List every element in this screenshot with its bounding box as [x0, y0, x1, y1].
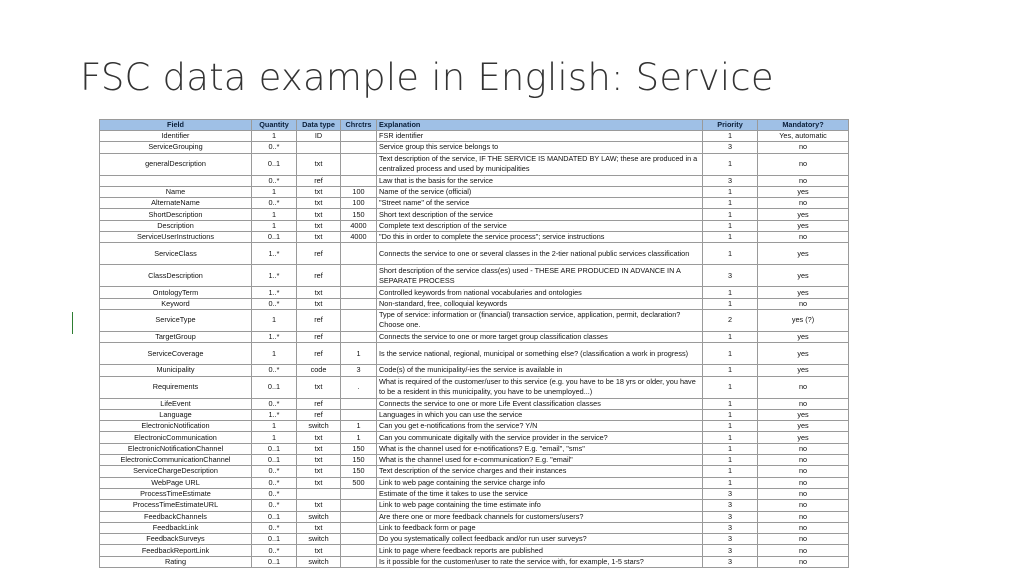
cell-mandatory: no [758, 198, 849, 209]
cell-data-type: txt [297, 186, 341, 197]
cell-field: FeedbackSurveys [100, 534, 252, 545]
cell-data-type: txt [297, 477, 341, 488]
cell-mandatory: yes [758, 287, 849, 298]
cell-explanation: Are there one or more feedback channels for customers/users? [377, 511, 703, 522]
cell-field: ServiceChargeDescription [100, 466, 252, 477]
cell-quantity: 1 [252, 209, 297, 220]
table-row [100, 466, 849, 477]
cell-data-type [297, 142, 341, 153]
cell-quantity: 0..1 [252, 511, 297, 522]
cell-data-type: txt [297, 545, 341, 556]
cell-priority: 2 [703, 309, 758, 331]
cell-quantity: 0..* [252, 398, 297, 409]
cell-explanation: Controlled keywords from national vocabularies and ontologies [377, 287, 703, 298]
cell-explanation: What is the channel used for e-notifications? E.g. "email", "sms" [377, 443, 703, 454]
cell-field: ProcessTimeEstimate [100, 488, 252, 499]
table-row [100, 343, 849, 365]
cell-mandatory: no [758, 556, 849, 567]
cell-field: Keyword [100, 298, 252, 309]
table-row [100, 534, 849, 545]
table-row [100, 443, 849, 454]
cell-chrctrs: 100 [341, 198, 377, 209]
cell-chrctrs [341, 511, 377, 522]
column-header-explanation: Explanation [377, 120, 703, 131]
cell-priority: 1 [703, 376, 758, 398]
cell-explanation: Languages in which you can use the service [377, 409, 703, 420]
table-row [100, 398, 849, 409]
column-header-priority: Priority [703, 120, 758, 131]
cell-mandatory: no [758, 488, 849, 499]
cell-data-type: txt [297, 432, 341, 443]
cell-data-type: txt [297, 153, 341, 175]
cell-data-type: txt [297, 232, 341, 243]
cell-quantity: 0..1 [252, 153, 297, 175]
cell-priority: 1 [703, 409, 758, 420]
cell-data-type: ref [297, 265, 341, 287]
cell-quantity: 1..* [252, 243, 297, 265]
cell-quantity: 0..* [252, 365, 297, 376]
cell-mandatory: yes [758, 432, 849, 443]
cell-explanation: FSR identifier [377, 131, 703, 142]
cell-explanation: Do you systematically collect feedback and/or run user surveys? [377, 534, 703, 545]
cell-mandatory: yes [758, 331, 849, 342]
table-row [100, 522, 849, 533]
cell-data-type: ref [297, 343, 341, 365]
cell-priority: 3 [703, 500, 758, 511]
cell-priority: 3 [703, 522, 758, 533]
cell-field: generalDescription [100, 153, 252, 175]
cell-priority: 1 [703, 298, 758, 309]
table-row [100, 153, 849, 175]
table-row [100, 511, 849, 522]
table-row [100, 488, 849, 499]
cell-priority: 1 [703, 443, 758, 454]
cell-quantity: 0..* [252, 488, 297, 499]
cell-mandatory: no [758, 443, 849, 454]
service-fields-table [99, 119, 849, 568]
cell-mandatory: no [758, 175, 849, 186]
table-row [100, 186, 849, 197]
cell-mandatory: yes [758, 243, 849, 265]
cell-field: AlternateName [100, 198, 252, 209]
cell-chrctrs [341, 534, 377, 545]
cell-field: Identifier [100, 131, 252, 142]
cell-chrctrs: 150 [341, 466, 377, 477]
cell-field [100, 175, 252, 186]
cell-data-type: switch [297, 556, 341, 567]
cell-field: Requirements [100, 376, 252, 398]
cell-quantity: 1 [252, 432, 297, 443]
cell-explanation: Type of service: information or (financial) transaction service, application, permit, declaration? Choose one. [377, 309, 703, 331]
table-row [100, 131, 849, 142]
cell-quantity: 1..* [252, 409, 297, 420]
table-row [100, 556, 849, 567]
table-header-row [100, 120, 849, 131]
cell-priority: 1 [703, 343, 758, 365]
table-row [100, 298, 849, 309]
cell-quantity: 1 [252, 131, 297, 142]
cell-chrctrs: 1 [341, 421, 377, 432]
cell-mandatory: no [758, 477, 849, 488]
cell-quantity: 0..1 [252, 376, 297, 398]
cell-chrctrs: 4000 [341, 220, 377, 231]
cell-chrctrs [341, 287, 377, 298]
cell-field: Municipality [100, 365, 252, 376]
table-row [100, 220, 849, 231]
cell-chrctrs: 500 [341, 477, 377, 488]
cell-chrctrs [341, 131, 377, 142]
table-row [100, 287, 849, 298]
cell-field: ServiceType [100, 309, 252, 331]
cell-data-type: ref [297, 309, 341, 331]
cell-quantity: 0..1 [252, 455, 297, 466]
cell-quantity: 1 [252, 186, 297, 197]
cell-mandatory: no [758, 298, 849, 309]
table-row [100, 455, 849, 466]
cell-quantity: 1 [252, 421, 297, 432]
cell-data-type: txt [297, 298, 341, 309]
cell-mandatory: yes [758, 265, 849, 287]
cell-chrctrs [341, 153, 377, 175]
selection-edge-marker [72, 312, 73, 334]
cell-explanation: Is it possible for the customer/user to rate the service with, for example, 1-5 stars? [377, 556, 703, 567]
cell-priority: 1 [703, 365, 758, 376]
cell-quantity: 0..1 [252, 232, 297, 243]
cell-field: WebPage URL [100, 477, 252, 488]
slide-title: FSC data example in English: Service [80, 56, 774, 99]
cell-explanation: Short description of the service class(es) used - THESE ARE PRODUCED IN ADVANCE IN A SEPARATE PROCESS [377, 265, 703, 287]
cell-mandatory: no [758, 545, 849, 556]
column-header-mandatory: Mandatory? [758, 120, 849, 131]
table-row [100, 421, 849, 432]
cell-field: ServiceClass [100, 243, 252, 265]
cell-quantity: 0..1 [252, 534, 297, 545]
cell-priority: 1 [703, 331, 758, 342]
cell-chrctrs [341, 243, 377, 265]
column-header-field: Field [100, 120, 252, 131]
cell-chrctrs [341, 488, 377, 499]
table-row [100, 409, 849, 420]
cell-data-type: ref [297, 331, 341, 342]
table-row [100, 142, 849, 153]
cell-priority: 1 [703, 131, 758, 142]
cell-chrctrs [341, 298, 377, 309]
cell-quantity: 0..1 [252, 443, 297, 454]
cell-data-type: txt [297, 209, 341, 220]
cell-explanation: Link to feedback form or page [377, 522, 703, 533]
cell-priority: 1 [703, 186, 758, 197]
cell-priority: 1 [703, 209, 758, 220]
column-header-data-type: Data type [297, 120, 341, 131]
cell-data-type: ref [297, 409, 341, 420]
cell-data-type: txt [297, 455, 341, 466]
cell-data-type: ref [297, 243, 341, 265]
table-row [100, 243, 849, 265]
cell-field: Rating [100, 556, 252, 567]
cell-mandatory: yes [758, 421, 849, 432]
cell-chrctrs [341, 500, 377, 511]
cell-data-type: txt [297, 443, 341, 454]
cell-data-type: ref [297, 175, 341, 186]
cell-explanation: Short text description of the service [377, 209, 703, 220]
cell-quantity: 0..1 [252, 556, 297, 567]
cell-explanation: "Do this in order to complete the service process"; service instructions [377, 232, 703, 243]
cell-field: FeedbackChannels [100, 511, 252, 522]
cell-mandatory: no [758, 466, 849, 477]
cell-chrctrs: 4000 [341, 232, 377, 243]
cell-explanation: Name of the service (official) [377, 186, 703, 197]
cell-chrctrs: 100 [341, 186, 377, 197]
cell-data-type: ID [297, 131, 341, 142]
cell-explanation: "Street name" of the service [377, 198, 703, 209]
cell-field: ShortDescription [100, 209, 252, 220]
cell-chrctrs [341, 556, 377, 567]
cell-mandatory: yes [758, 220, 849, 231]
cell-priority: 1 [703, 398, 758, 409]
cell-data-type: switch [297, 511, 341, 522]
cell-priority: 3 [703, 265, 758, 287]
cell-chrctrs [341, 309, 377, 331]
cell-chrctrs [341, 522, 377, 533]
cell-field: TargetGroup [100, 331, 252, 342]
cell-chrctrs: . [341, 376, 377, 398]
cell-quantity: 0..* [252, 477, 297, 488]
cell-mandatory: Yes, automatic [758, 131, 849, 142]
cell-chrctrs: 150 [341, 455, 377, 466]
table-row [100, 432, 849, 443]
table-row [100, 232, 849, 243]
cell-mandatory: no [758, 534, 849, 545]
cell-chrctrs [341, 545, 377, 556]
cell-data-type: txt [297, 220, 341, 231]
cell-quantity: 0..* [252, 466, 297, 477]
cell-quantity: 1 [252, 343, 297, 365]
cell-explanation: Complete text description of the service [377, 220, 703, 231]
cell-quantity: 1..* [252, 265, 297, 287]
table-row [100, 365, 849, 376]
cell-explanation: What is required of the customer/user to this service (e.g. you have to be 18 yrs or older, you have to be a resident in this municipality, you have to be unemployed...) [377, 376, 703, 398]
cell-mandatory: no [758, 376, 849, 398]
cell-chrctrs [341, 398, 377, 409]
cell-field: FeedbackLink [100, 522, 252, 533]
cell-priority: 1 [703, 243, 758, 265]
cell-mandatory: no [758, 522, 849, 533]
table-row [100, 331, 849, 342]
cell-quantity: 0..* [252, 198, 297, 209]
cell-quantity: 1..* [252, 287, 297, 298]
cell-data-type: switch [297, 534, 341, 545]
cell-explanation: Non-standard, free, colloquial keywords [377, 298, 703, 309]
cell-quantity: 0..* [252, 298, 297, 309]
cell-data-type: code [297, 365, 341, 376]
cell-data-type: ref [297, 398, 341, 409]
cell-quantity: 1 [252, 309, 297, 331]
column-header-quantity: Quantity [252, 120, 297, 131]
cell-data-type: txt [297, 287, 341, 298]
table-row [100, 265, 849, 287]
cell-explanation: Connects the service to one or several classes in the 2-tier national public services classification [377, 243, 703, 265]
cell-explanation: Law that is the basis for the service [377, 175, 703, 186]
cell-mandatory: yes [758, 365, 849, 376]
cell-priority: 3 [703, 511, 758, 522]
cell-explanation: Link to page where feedback reports are published [377, 545, 703, 556]
cell-data-type: txt [297, 376, 341, 398]
cell-data-type: switch [297, 421, 341, 432]
cell-explanation: Text description of the service, IF THE SERVICE IS MANDATED BY LAW; these are produced in a centralized process and used by municipalities [377, 153, 703, 175]
cell-explanation: Link to web page containing the service charge info [377, 477, 703, 488]
cell-data-type: txt [297, 522, 341, 533]
table-row [100, 175, 849, 186]
cell-explanation: Is the service national, regional, municipal or something else? (classification a work in progress) [377, 343, 703, 365]
cell-chrctrs [341, 409, 377, 420]
cell-field: LifeEvent [100, 398, 252, 409]
cell-priority: 1 [703, 477, 758, 488]
cell-mandatory: no [758, 511, 849, 522]
cell-quantity: 0..* [252, 545, 297, 556]
cell-quantity: 1..* [252, 331, 297, 342]
cell-mandatory: no [758, 232, 849, 243]
cell-priority: 3 [703, 556, 758, 567]
cell-explanation: Connects the service to one or more Life Event classification classes [377, 398, 703, 409]
cell-quantity: 0..* [252, 142, 297, 153]
cell-mandatory: no [758, 500, 849, 511]
cell-chrctrs [341, 331, 377, 342]
cell-quantity: 1 [252, 220, 297, 231]
cell-priority: 1 [703, 287, 758, 298]
cell-explanation: Text description of the service charges and their instances [377, 466, 703, 477]
cell-explanation: Estimate of the time it takes to use the service [377, 488, 703, 499]
cell-mandatory: yes [758, 186, 849, 197]
table-row [100, 500, 849, 511]
cell-field: ElectronicCommunicationChannel [100, 455, 252, 466]
cell-priority: 1 [703, 198, 758, 209]
table-row [100, 198, 849, 209]
table-row [100, 376, 849, 398]
cell-field: ServiceGrouping [100, 142, 252, 153]
cell-priority: 3 [703, 545, 758, 556]
cell-data-type: txt [297, 466, 341, 477]
cell-field: FeedbackReportLink [100, 545, 252, 556]
cell-mandatory: no [758, 455, 849, 466]
cell-quantity: 0..* [252, 500, 297, 511]
cell-priority: 1 [703, 432, 758, 443]
cell-priority: 1 [703, 455, 758, 466]
cell-mandatory: yes [758, 409, 849, 420]
cell-mandatory: no [758, 153, 849, 175]
cell-explanation: What is the channel used for e-communication? E.g. "email" [377, 455, 703, 466]
cell-chrctrs: 1 [341, 343, 377, 365]
table-body [100, 131, 849, 568]
cell-field: ElectronicNotificationChannel [100, 443, 252, 454]
cell-mandatory: yes [758, 343, 849, 365]
cell-mandatory: no [758, 142, 849, 153]
cell-field: ServiceUserInstructions [100, 232, 252, 243]
cell-field: ProcessTimeEstimateURL [100, 500, 252, 511]
cell-field: OntologyTerm [100, 287, 252, 298]
column-header-chrctrs: Chrctrs [341, 120, 377, 131]
cell-explanation: Connects the service to one or more target group classification classes [377, 331, 703, 342]
cell-priority: 1 [703, 466, 758, 477]
table-row [100, 545, 849, 556]
cell-priority: 1 [703, 220, 758, 231]
cell-chrctrs: 1 [341, 432, 377, 443]
cell-explanation: Can you communicate digitally with the service provider in the service? [377, 432, 703, 443]
cell-data-type: txt [297, 198, 341, 209]
cell-chrctrs [341, 265, 377, 287]
cell-field: ServiceCoverage [100, 343, 252, 365]
cell-explanation: Code(s) of the municipality/-ies the service is available in [377, 365, 703, 376]
table-row [100, 209, 849, 220]
cell-field: ElectronicNotification [100, 421, 252, 432]
cell-priority: 3 [703, 534, 758, 545]
cell-quantity: 0..* [252, 522, 297, 533]
cell-chrctrs [341, 175, 377, 186]
cell-priority: 1 [703, 421, 758, 432]
cell-priority: 1 [703, 153, 758, 175]
cell-mandatory: yes [758, 209, 849, 220]
cell-quantity: 0..* [252, 175, 297, 186]
table-row [100, 309, 849, 331]
cell-priority: 3 [703, 175, 758, 186]
cell-field: ElectronicCommunication [100, 432, 252, 443]
cell-field: Language [100, 409, 252, 420]
cell-explanation: Can you get e-notifications from the service? Y/N [377, 421, 703, 432]
cell-explanation: Link to web page containing the time estimate info [377, 500, 703, 511]
cell-priority: 3 [703, 142, 758, 153]
cell-mandatory: yes (?) [758, 309, 849, 331]
cell-mandatory: no [758, 398, 849, 409]
cell-field: ClassDescription [100, 265, 252, 287]
cell-field: Description [100, 220, 252, 231]
cell-explanation: Service group this service belongs to [377, 142, 703, 153]
cell-chrctrs: 150 [341, 209, 377, 220]
cell-priority: 3 [703, 488, 758, 499]
table-row [100, 477, 849, 488]
cell-data-type: txt [297, 500, 341, 511]
cell-chrctrs: 150 [341, 443, 377, 454]
cell-chrctrs [341, 142, 377, 153]
cell-chrctrs: 3 [341, 365, 377, 376]
cell-priority: 1 [703, 232, 758, 243]
cell-field: Name [100, 186, 252, 197]
spreadsheet-table [99, 119, 848, 568]
cell-data-type [297, 488, 341, 499]
